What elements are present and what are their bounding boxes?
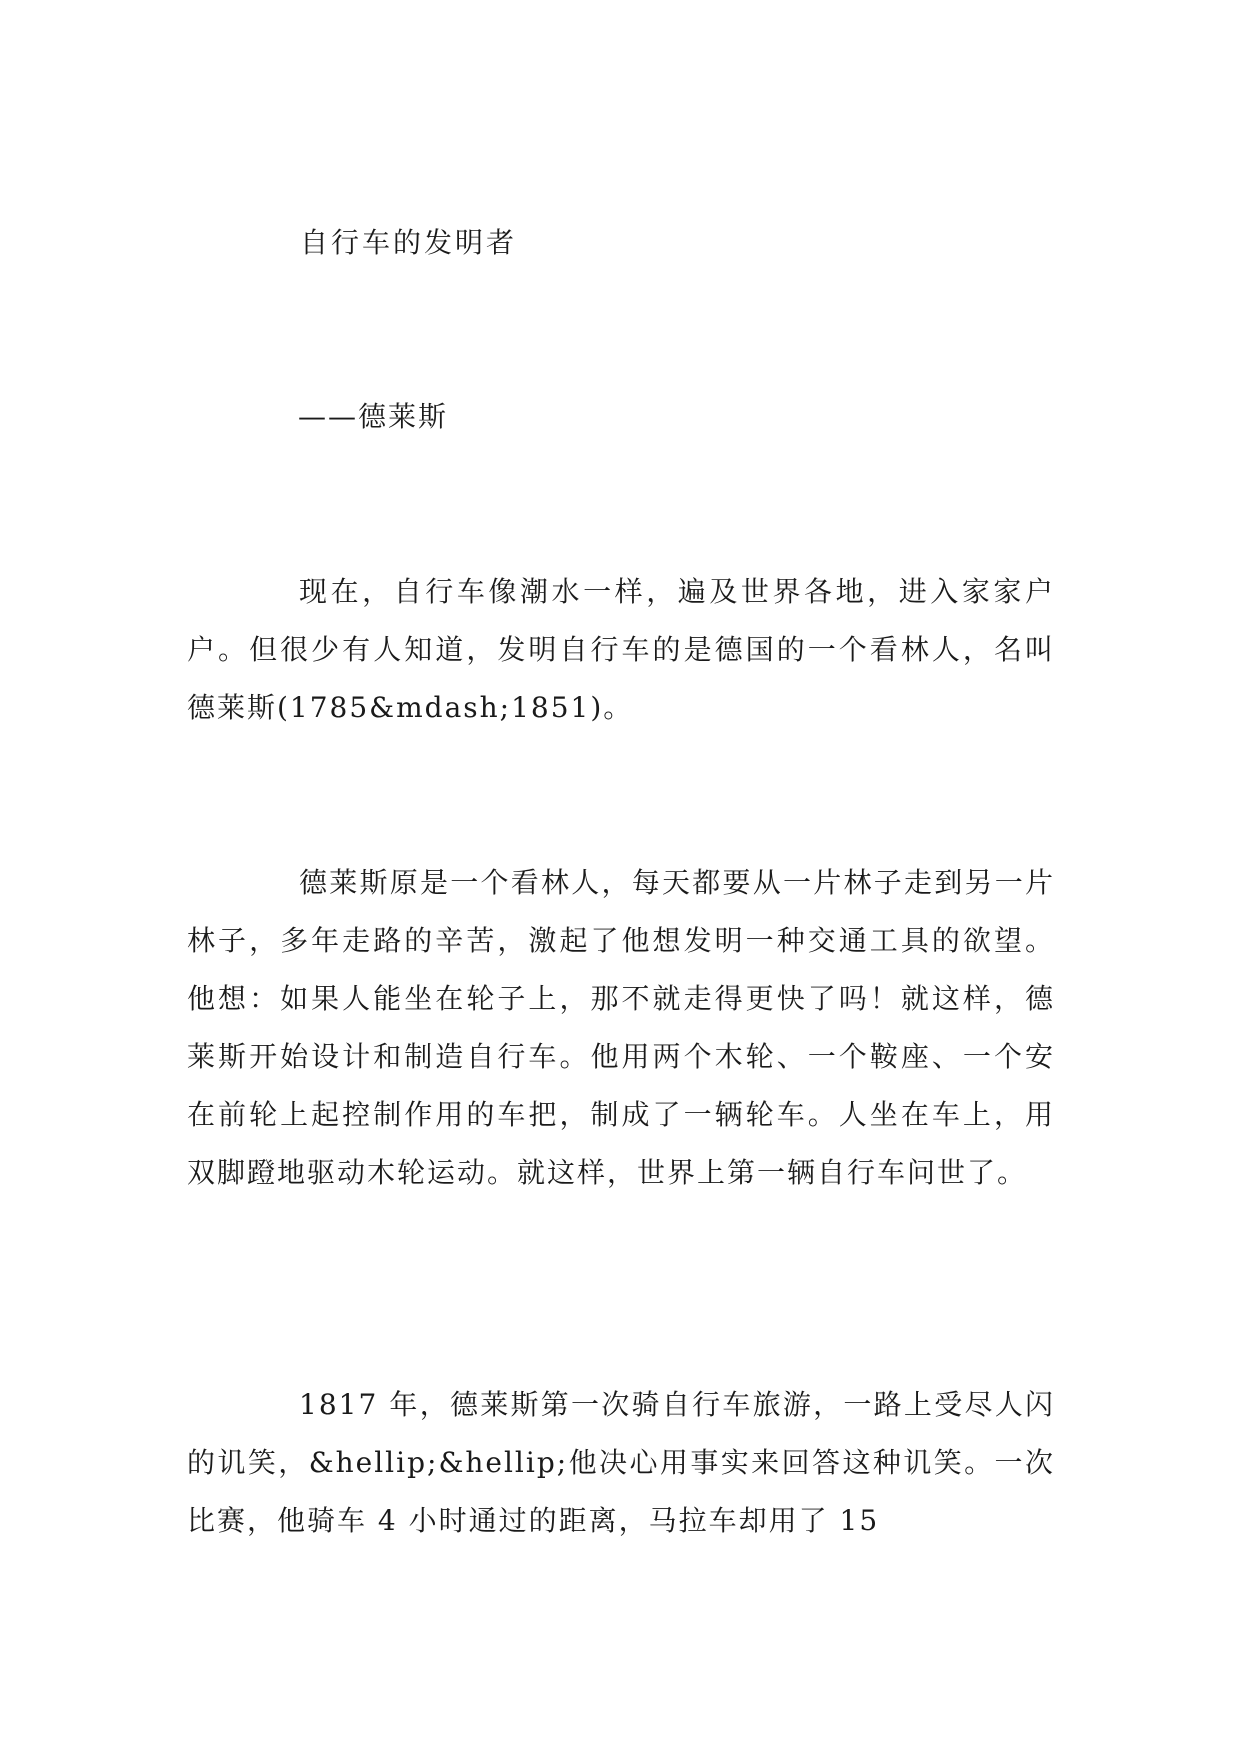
paragraph-3: 1817 年，德莱斯第一次骑自行车旅游，一路上受尽人闪的讥笑，&hellip;&hellip;他决心用事实来回答这种讥笑。一次比赛，他骑车 4 小时通过的距离，马拉车却用了 15 [187,1388,1055,1537]
author-line: ——德莱斯 [298,400,449,433]
document-title: 自行车的发明者 [300,226,518,259]
paragraph-2: 德莱斯原是一个看林人，每天都要从一片林子走到另一片林子，多年走路的辛苦，激起了他想发明一种交通工具的欲望。他想：如果人能坐在轮子上，那不就走得更快了吗！就这样，德莱斯开始设计和制造自行车。他用两个木轮、一个鞍座、一个安在前轮上起控制作用的车把，制成了一辆轮车。人坐在车上，用双脚蹬地驱动木轮运动。就这样，世界上第一辆自行车问世了。 [187,866,1055,1189]
paragraph-1: 现在，自行车像潮水一样，遍及世界各地，进入家家户户。但很少有人知道，发明自行车的是德国的一个看林人，名叫德莱斯(1785&mdash;1851)。 [187,575,1055,724]
